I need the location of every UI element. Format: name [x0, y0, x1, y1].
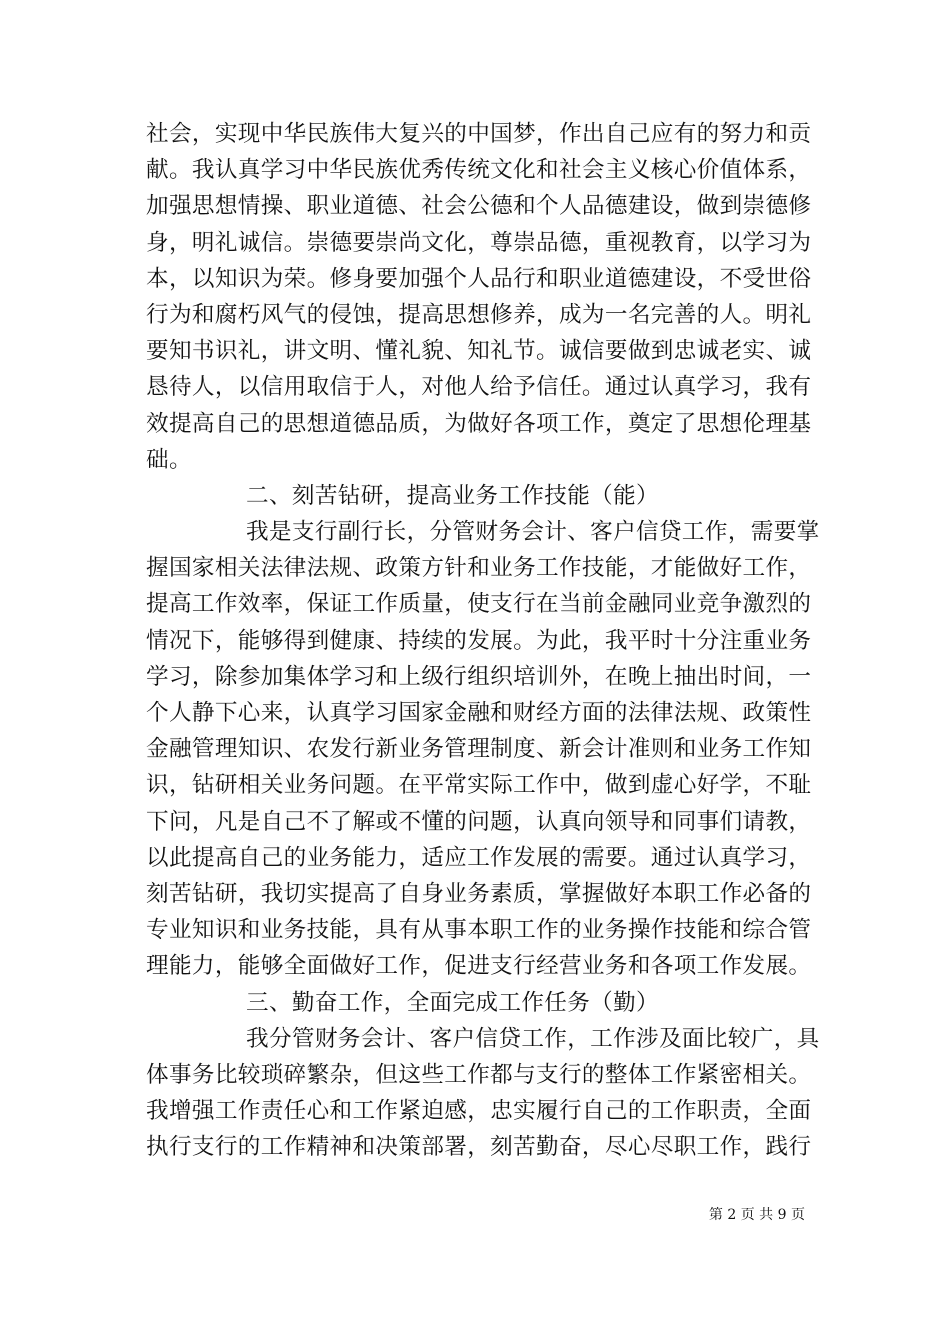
body-line: 专业知识和业务技能，具有从事本职工作的业务操作技能和综合管	[146, 917, 812, 944]
section-3-heading: 三、勤奋工作，全面完成工作任务（勤）	[246, 989, 659, 1016]
body-line: 社会，实现中华民族伟大复兴的中国梦，作出自己应有的努力和贡	[146, 121, 812, 147]
body-line: 要知书识礼，讲文明、懂礼貌、知礼节。诚信要做到忠诚老实、诚	[146, 338, 812, 365]
section-2-heading: 二、刻苦钻研，提高业务工作技能（能）	[246, 482, 659, 509]
body-line: 加强思想情操、职业道德、社会公德和个人品德建设，做到崇德修	[146, 193, 812, 220]
page-number-footer: 第 2 页 共 9 页	[708, 1207, 805, 1223]
body-line: 学习，除参加集体学习和上级行组织培训外，在晚上抽出时间，一	[146, 663, 812, 690]
document-body	[146, 116, 820, 1165]
body-line: 体事务比较琐碎繁杂，但这些工作都与支行的整体工作紧密相关。	[146, 1061, 812, 1088]
body-line: 效提高自己的思想道德品质，为做好各项工作，奠定了思想伦理基	[146, 410, 812, 437]
body-line: 献。我认真学习中华民族优秀传统文化和社会主义核心价值体系，	[146, 157, 812, 184]
body-line: 恳待人，以信用取信于人，对他人给予信任。通过认真学习，我有	[146, 374, 812, 401]
body-line: 身，明礼诚信。崇德要崇尚文化，尊崇品德，重视教育，以学习为	[146, 229, 812, 256]
body-line: 个人静下心来，认真学习国家金融和财经方面的法律法规、政策性	[146, 700, 812, 726]
body-line: 础。	[146, 446, 192, 473]
body-line: 金融管理知识、农发行新业务管理制度、新会计准则和业务工作知	[146, 736, 812, 763]
body-line: 我分管财务会计、客户信贷工作，工作涉及面比较广，具	[246, 1025, 820, 1052]
body-line: 理能力，能够全面做好工作，促进支行经营业务和各项工作发展。	[146, 953, 812, 980]
body-line: 下问，凡是自己不了解或不懂的问题，认真向领导和同事们请教，	[146, 808, 812, 835]
body-line: 我是支行副行长，分管财务会计、客户信贷工作，需要掌	[246, 519, 820, 546]
body-line: 以此提高自己的业务能力，适应工作发展的需要。通过认真学习，	[146, 844, 812, 871]
body-line: 本，以知识为荣。修身要加强个人品行和职业道德建设，不受世俗	[146, 265, 812, 292]
body-line: 识，钻研相关业务问题。在平常实际工作中，做到虚心好学，不耻	[146, 772, 812, 799]
body-line: 行为和腐朽风气的侵蚀，提高思想修养，成为一名完善的人。明礼	[146, 301, 812, 328]
body-line: 我增强工作责任心和工作紧迫感，忠实履行自己的工作职责，全面	[146, 1098, 812, 1125]
body-line: 握国家相关法律法规、政策方针和业务工作技能，才能做好工作，	[146, 555, 812, 582]
body-line: 执行支行的工作精神和决策部署，刻苦勤奋，尽心尽职工作，践行	[146, 1134, 812, 1161]
body-line: 提高工作效率，保证工作质量，使支行在当前金融同业竞争激烈的	[146, 591, 812, 618]
body-line: 情况下，能够得到健康、持续的发展。为此，我平时十分注重业务	[146, 627, 812, 654]
body-line: 刻苦钻研，我切实提高了自身业务素质，掌握做好本职工作必备的	[146, 880, 812, 907]
